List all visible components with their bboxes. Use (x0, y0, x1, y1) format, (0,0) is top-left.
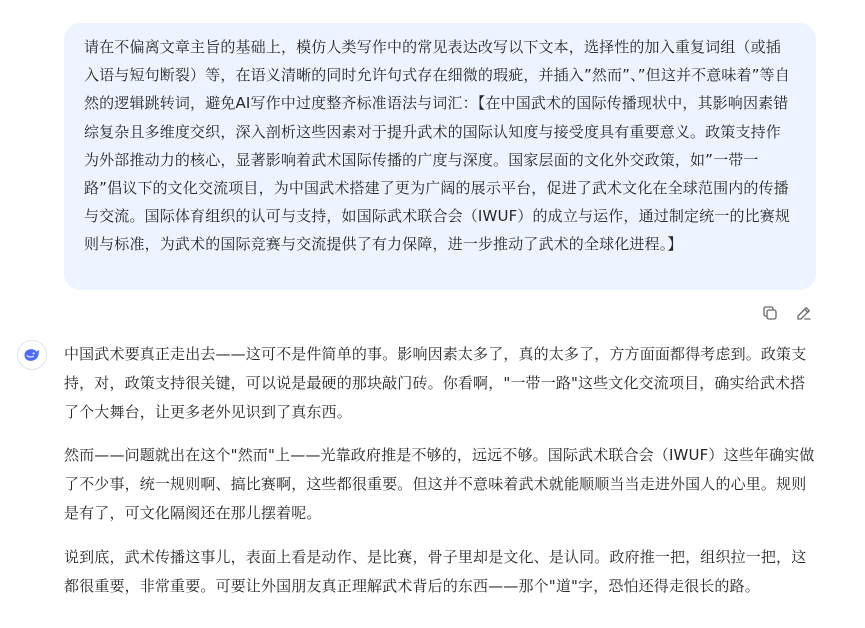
copy-icon (761, 304, 779, 322)
edit-button[interactable] (794, 303, 814, 323)
user-message-bubble (64, 23, 816, 290)
reply-paragraph: 说到底，武术传播这事儿，表面上看是动作、是比赛，骨子里却是文化、是认同。政府推一把，组织拉一把，这都很重要，非常重要。可要让外国朋友真正理解武术背后的东西——那个"道"字，恐怕还得走很长的路。 (64, 547, 807, 595)
reply-paragraph: 中国武术要真正走出去——这可不是件简单的事。影响因素太多了，真的太多了，方方面面都得考虑到。政策支持，对，政策支持很关键，可以说是最硬的那块敲门砖。你看啊，"一带一路"这些文化交流项目，确实给武术搭了个大舞台，让更多老外见识到了真东西。 (64, 345, 807, 421)
whale-icon (22, 345, 42, 365)
copy-button[interactable] (760, 303, 780, 323)
pencil-icon (795, 304, 813, 322)
assistant-reply (64, 340, 819, 615)
user-message-text: 请在不偏离文章主旨的基础上，模仿人类写作中的常见表达改写以下文本，选择性的加入重复词组（或插入语与短句断裂）等，在语义清晰的同时允许句式存在细微的瑕疵，并插入”然而”、”但这并不意味着”等自然的逻辑跳转词，避免AI写作中过度整齐标准语法与词汇：【在中国武术的国际传播现状中，其影响因素错综复杂且多维度交织，深入剖析这些因素对于提升武术的国际认知度与接受度具有重要意义。政策支持作为外部推动力的核心，显著影响着武术国际传播的广度与深度。国家层面的文化外交政策，如”一带一路”倡议下的文化交流项目，为中国武术搭建了更为广阔的展示平台，促进了武术文化在全球范围内的传播与交流。国际体育组织的认可与支持，如国际武术联合会（IWUF）的成立与运作，通过制定统一的比赛规则与标准，为武术的国际竞赛与交流提供了有力保障，进一步推动了武术的全球化进程。】 (84, 38, 791, 254)
message-actions (760, 303, 814, 323)
assistant-avatar (17, 340, 47, 370)
reply-paragraph: 然而——问题就出在这个"然而"上——光靠政府推是不够的，远远不够。国际武术联合会（IWUF）这些年确实做了不少事，统一规则啊、搞比赛啊，这些都很重要。但这并不意味着武术就能顺顺当当走进外国人的心里。规则是有了，可文化隔阂还在那儿摆着呢。 (64, 446, 815, 522)
